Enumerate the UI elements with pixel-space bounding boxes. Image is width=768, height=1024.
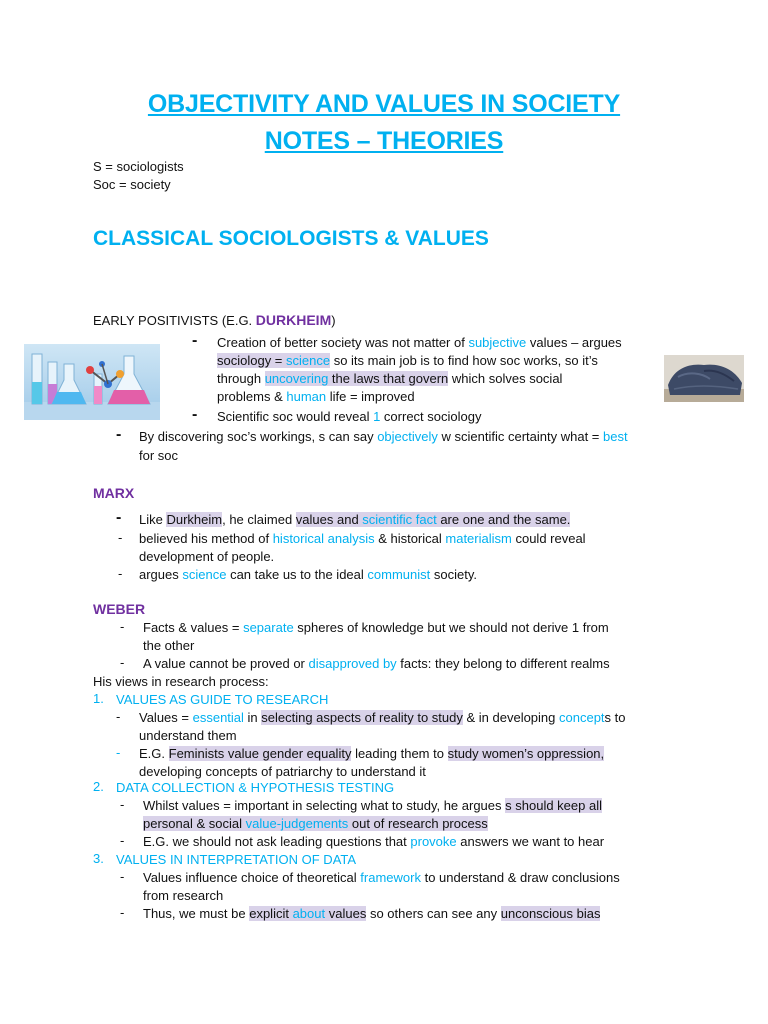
bullet-dash: - xyxy=(192,332,198,349)
highlight-span: values and xyxy=(295,512,363,527)
highlight-span: personal & social xyxy=(143,816,246,831)
text-span: E.G. we should not ask leading questions that xyxy=(143,834,411,849)
document-title-line1: OBJECTIVITY AND VALUES IN SOCIETY xyxy=(147,90,621,118)
highlight-span: are one and the same. xyxy=(436,512,571,527)
highlight-span: out of research process xyxy=(348,816,488,831)
text-span: leading them to xyxy=(351,746,448,761)
weber-s1-bullet-2 xyxy=(139,745,604,763)
weber-s3-bullet-2 xyxy=(143,905,600,923)
text-span: which solves social xyxy=(448,371,563,386)
bullet-dash: - xyxy=(116,509,122,526)
weber-bullet-1 xyxy=(143,619,609,637)
durkheim-name: DURKHEIM xyxy=(255,312,332,328)
text-span: Facts & values = xyxy=(143,620,244,635)
text-span: A value cannot be proved or xyxy=(143,656,309,671)
list-number-1: 1. xyxy=(93,691,104,706)
blanket-image xyxy=(664,355,744,402)
marx-bullet-2-line2: development of people. xyxy=(139,549,275,564)
marx-heading: MARX xyxy=(93,485,135,501)
keyword-best: best xyxy=(603,429,628,444)
text-span: correct sociology xyxy=(380,409,482,424)
bullet-dash: - xyxy=(120,797,125,812)
keyword-science: science xyxy=(286,353,331,368)
positivists-heading-close: ) xyxy=(331,313,336,328)
marx-bullet-2 xyxy=(139,530,586,548)
section-heading-classical: CLASSICAL SOCIOLOGISTS & VALUES xyxy=(93,227,489,250)
highlight-span: study women’s oppression, xyxy=(447,746,605,761)
text-span: life = improved xyxy=(326,389,415,404)
weber-s1-bullet-1 xyxy=(139,709,626,727)
highlight-span: Durkheim xyxy=(166,512,223,527)
highlight-span: s should keep all xyxy=(505,798,602,813)
text-span: problems & xyxy=(217,389,287,404)
text-span: Scientific soc would reveal xyxy=(217,409,374,424)
weber-s1-bullet-2-line2: developing concepts of patriarchy to understand it xyxy=(139,764,426,779)
list-number-3: 3. xyxy=(93,851,104,866)
text-span: Thus, we must be xyxy=(143,906,250,921)
bullet-dash: - xyxy=(116,745,121,760)
document-title-line2: NOTES – THEORIES xyxy=(264,127,504,155)
positivists-bullet-1-line3 xyxy=(217,370,562,388)
text-span: E.G. xyxy=(139,746,169,761)
bullet-dash: - xyxy=(118,530,123,545)
keyword-essential: essential xyxy=(192,710,244,725)
keyword-one: 1 xyxy=(373,409,381,424)
highlight-span: unconscious bias xyxy=(500,906,601,921)
keyword-communist: communist xyxy=(367,567,431,582)
text-span: society. xyxy=(430,567,477,582)
bullet-dash: - xyxy=(120,619,125,634)
bullet-dash: - xyxy=(116,709,121,724)
positivists-heading xyxy=(93,311,336,330)
text-span: believed his method of xyxy=(139,531,273,546)
bullet-dash: - xyxy=(120,905,125,920)
text-span: spheres of knowledge but we should not derive 1 from xyxy=(293,620,609,635)
text-span: & historical xyxy=(374,531,446,546)
weber-s1-bullet-1-line2: understand them xyxy=(139,728,237,743)
text-span: By discovering soc’s workings, s can say xyxy=(139,429,378,444)
text-span: Values influence choice of theoretical xyxy=(143,870,361,885)
positivists-bullet-3 xyxy=(139,428,628,446)
highlight-span: explicit xyxy=(249,906,289,921)
keyword-materialism: materialism xyxy=(445,531,512,546)
weber-s2-bullet-1-line2 xyxy=(143,815,488,833)
keyword-framework: framework xyxy=(360,870,421,885)
positivists-heading-text: EARLY POSITIVISTS (E.G. xyxy=(93,313,256,328)
text-span: argues xyxy=(139,567,183,582)
highlight-span: Feminists value gender equality xyxy=(168,746,352,761)
bullet-dash: - xyxy=(118,566,123,581)
text-span: Creation of better society was not matter of xyxy=(217,335,469,350)
keyword-concept: concept xyxy=(559,710,605,725)
bullet-dash: - xyxy=(192,406,198,423)
text-span: answers we want to hear xyxy=(456,834,605,849)
positivists-bullet-2 xyxy=(217,408,481,426)
blanket-icon xyxy=(664,355,744,402)
text-span: could reveal xyxy=(511,531,586,546)
keyword-subjective: subjective xyxy=(468,335,527,350)
text-span: w scientific certainty what = xyxy=(437,429,603,444)
weber-s3-bullet-1 xyxy=(143,869,620,887)
text-span: & in developing xyxy=(462,710,559,725)
weber-section-2-title: DATA COLLECTION & HYPOTHESIS TESTING xyxy=(116,780,395,795)
highlight-span: values xyxy=(325,906,367,921)
positivists-bullet-1-line4 xyxy=(217,388,415,406)
keyword-scientific-fact: scientific fact xyxy=(362,512,437,527)
text-span: Whilst values = important in selecting what to study, he argues xyxy=(143,798,506,813)
positivists-bullet-1-line2 xyxy=(217,352,598,370)
text-span: to understand & draw conclusions xyxy=(420,870,620,885)
text-span: Values = xyxy=(139,710,193,725)
positivists-bullet-1 xyxy=(217,334,622,352)
text-span: facts: they belong to different realms xyxy=(396,656,610,671)
lab-glassware-icon xyxy=(24,344,160,420)
weber-bullet-1-line2: the other xyxy=(143,638,195,653)
weber-bullet-2 xyxy=(143,655,610,673)
bullet-dash: - xyxy=(120,655,125,670)
keyword-uncovering: uncovering xyxy=(264,371,329,386)
highlight-span: the laws that govern xyxy=(328,371,449,386)
keyword-objectively: objectively xyxy=(377,429,438,444)
bullet-dash: - xyxy=(120,833,125,848)
text-span: Like xyxy=(139,512,167,527)
keyword-human: human xyxy=(286,389,327,404)
text-span: in xyxy=(243,710,262,725)
marx-bullet-3 xyxy=(139,566,477,584)
weber-heading: WEBER xyxy=(93,601,146,617)
text-span: so its main job is to find how soc works, so it’s xyxy=(330,353,598,368)
text-span: s to xyxy=(604,710,626,725)
abbrev-soc: Soc = society xyxy=(93,177,171,192)
text-span: values – argues xyxy=(526,335,622,350)
bullet-dash: - xyxy=(116,426,122,443)
keyword-disapproved-by: disapproved by xyxy=(308,656,397,671)
weber-s2-bullet-2 xyxy=(143,833,604,851)
weber-s2-bullet-1 xyxy=(143,797,602,815)
weber-section-1-title: VALUES AS GUIDE TO RESEARCH xyxy=(116,692,329,707)
bullet-dash: - xyxy=(120,869,125,884)
abbrev-s: S = sociologists xyxy=(93,159,184,174)
keyword-provoke: provoke xyxy=(410,834,457,849)
highlight-span: selecting aspects of reality to study xyxy=(261,710,463,725)
text-span: can take us to the ideal xyxy=(226,567,368,582)
positivists-bullet-3-line2: for soc xyxy=(139,448,179,463)
keyword-separate: separate xyxy=(243,620,294,635)
weber-section-3-title: VALUES IN INTERPRETATION OF DATA xyxy=(116,852,357,867)
text-span: through xyxy=(217,371,265,386)
keyword-about: about xyxy=(288,906,326,921)
text-span: so others can see any xyxy=(366,906,501,921)
weber-views-intro: His views in research process: xyxy=(93,674,269,689)
keyword-science: science xyxy=(182,567,227,582)
keyword-historical-analysis: historical analysis xyxy=(272,531,375,546)
list-number-2: 2. xyxy=(93,779,104,794)
keyword-value-judgements: value-judgements xyxy=(245,816,349,831)
highlight-span: sociology = xyxy=(217,353,287,368)
text-span: , he claimed xyxy=(222,512,296,527)
marx-bullet-1 xyxy=(139,511,570,529)
weber-s3-bullet-1-line2: from research xyxy=(143,888,224,903)
laboratory-glassware-image xyxy=(24,344,160,420)
